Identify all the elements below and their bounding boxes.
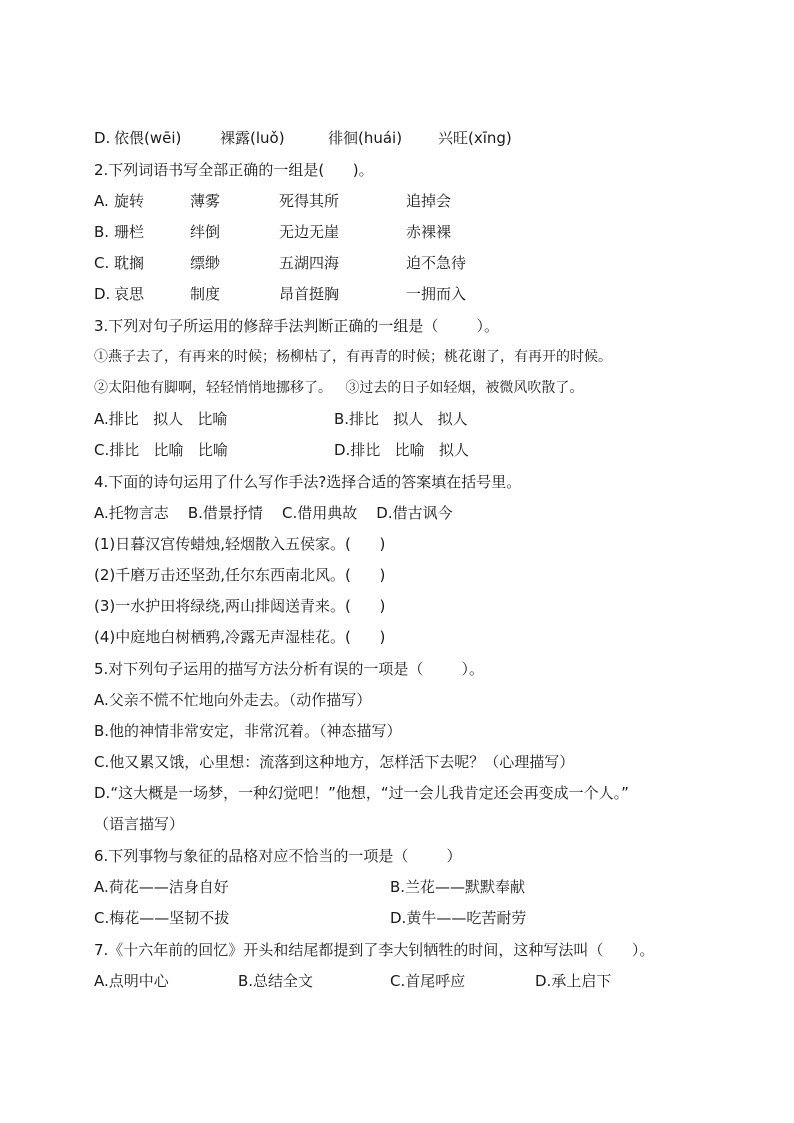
option-label: A. — [94, 192, 109, 210]
word: 昂首挺胸 — [279, 285, 340, 303]
word: 薄雾 — [190, 192, 221, 210]
q2-stem: 2.下列词语书写全部正确的一组是( )。 — [94, 161, 374, 179]
q7-option-d: D.承上启下 — [535, 972, 612, 990]
q6-stem: 6.下列事物与象征的品格对应不恰当的一项是（ ） — [94, 847, 462, 865]
q6-option-a: A.荷花——洁身自好 — [94, 878, 229, 896]
q6-option-c: C.梅花——坚韧不拔 — [94, 909, 230, 927]
q5-option-c: C.他又累又饿，心里想：流落到这种地方，怎样活下去呢？（心理描写） — [94, 753, 575, 771]
word: 追掉会 — [406, 192, 452, 210]
q3-option-c: C.排比 比喻 比喻 — [94, 441, 228, 459]
q4-item-4: (4)中庭地白树栖鸦,冷露无声湿桂花。( ) — [94, 628, 386, 646]
word: 制度 — [190, 285, 221, 303]
q5-option-d: D.“这大概是一场梦，一种幻觉吧！”他想，“过一会儿我肯定还会再变成一个人。” — [94, 784, 629, 802]
q6-options-row-1 — [94, 877, 526, 897]
q3-sentence-1: ①燕子去了，有再来的时候；杨柳枯了，有再青的时候；桃花谢了，有再开的时候。 — [94, 349, 612, 365]
q3-option-b: B.排比 拟人 拟人 — [334, 410, 468, 428]
word: 死得其所 — [279, 192, 340, 210]
option-label: B. — [94, 223, 110, 241]
q5-option-b: B.他的神情非常安定，非常沉着。（神态描写） — [94, 722, 402, 740]
word: 旋转 — [114, 192, 145, 210]
q6-option-d: D.黄牛——吃苦耐劳 — [390, 909, 527, 927]
q5-option-d-continued: （语言描写） — [94, 815, 185, 833]
q3-stem: 3.下列对句子所运用的修辞手法判断正确的一组是（ ）。 — [94, 317, 499, 335]
q7-stem: 7.《十六年前的回忆》开头和结尾都提到了李大钊牺牲的时间，这种写法叫（ ）。 — [94, 941, 655, 959]
q2-option-d — [94, 284, 467, 304]
q7-option-b: B.总结全文 — [238, 972, 314, 990]
q4-choices: A.托物言志 B.借景抒情 C.借用典故 D.借古讽今 — [94, 504, 453, 522]
word: 珊栏 — [114, 223, 145, 241]
q3-option-a: A.排比 拟人 比喻 — [94, 410, 228, 428]
q2-option-a — [94, 191, 452, 211]
q3-option-d: D.排比 比喻 拟人 — [334, 441, 469, 459]
word: 无边无崖 — [279, 223, 340, 241]
q6-option-b: B.兰花——默默奉献 — [390, 878, 526, 896]
q3-sentence-2: ②太阳他有脚啊，轻轻悄悄地挪移了。 ③过去的日子如轻烟，被微风吹散了。 — [94, 380, 584, 396]
q4-stem: 4.下面的诗句运用了什么写作手法?选择合适的答案填在括号里。 — [94, 473, 522, 491]
word: 耽搁 — [114, 254, 145, 272]
q3-options-row-2 — [94, 440, 469, 460]
q7-option-a: A.点明中心 — [94, 972, 169, 990]
option-label: D. — [94, 285, 111, 303]
option-label: D. — [94, 129, 111, 147]
q4-item-1: (1)日暮汉宫传蜡烛,轻烟散入五侯家。( ) — [94, 535, 386, 553]
word: 绊倒 — [190, 223, 221, 241]
q7-options — [94, 971, 612, 991]
q5-stem: 5.对下列句子运用的描写方法分析有误的一项是（ ）。 — [94, 660, 484, 678]
q3-options-row-1 — [94, 409, 468, 429]
q6-options-row-2 — [94, 908, 527, 928]
pinyin-item: 依偎(wēi) — [114, 129, 182, 147]
word: 一拥而入 — [406, 285, 467, 303]
word: 五湖四海 — [279, 254, 340, 272]
q1-option-d — [94, 128, 512, 148]
q4-item-2: (2)千磨万击还坚劲,任尔东西南北风。( ) — [94, 566, 386, 584]
pinyin-item: 兴旺(xīng) — [438, 129, 512, 147]
word: 赤裸裸 — [406, 223, 452, 241]
q2-option-c — [94, 253, 467, 273]
pinyin-item: 徘徊(huái) — [328, 129, 403, 147]
q4-item-3: (3)一水护田将绿绕,两山排闼送青来。( ) — [94, 597, 386, 615]
pinyin-item: 裸露(luǒ) — [220, 129, 285, 147]
q2-option-b — [94, 222, 452, 242]
word: 缥缈 — [190, 254, 221, 272]
q5-option-a: A.父亲不慌不忙地向外走去。（动作描写） — [94, 691, 372, 709]
word: 哀思 — [114, 285, 145, 303]
word: 迫不急待 — [406, 254, 467, 272]
q7-option-c: C.首尾呼应 — [390, 972, 466, 990]
option-label: C. — [94, 254, 110, 272]
